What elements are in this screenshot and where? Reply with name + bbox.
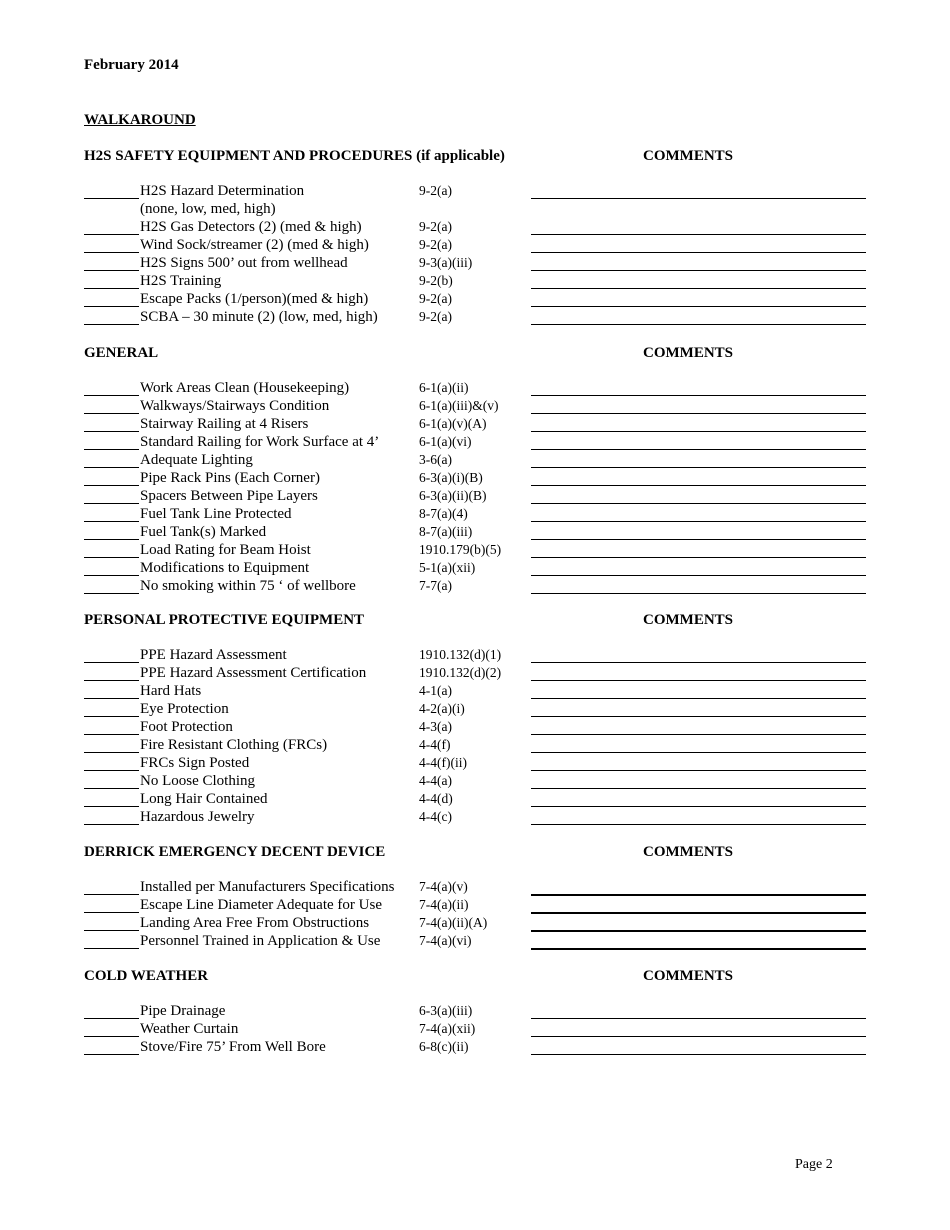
item-label: Work Areas Clean (Housekeeping) — [140, 380, 350, 396]
section-header — [84, 844, 866, 878]
comments-heading: COMMENTS — [643, 844, 733, 860]
check-blank-field[interactable] — [84, 413, 139, 414]
check-blank-field[interactable] — [84, 806, 139, 807]
checklist-row — [84, 896, 866, 914]
comment-line-field[interactable] — [531, 467, 866, 468]
regulation-reference: 1910.132(d)(2) — [419, 665, 502, 680]
checklist-row — [84, 379, 866, 397]
comment-line-field[interactable] — [531, 288, 866, 289]
comment-line-field[interactable] — [531, 680, 866, 681]
regulation-reference: 7-4(a)(v) — [419, 879, 468, 894]
regulation-reference: 4-3(a) — [419, 719, 452, 734]
check-blank-field[interactable] — [84, 395, 139, 396]
checklist-row — [84, 182, 866, 200]
checklist-row — [84, 682, 866, 700]
item-label: Escape Packs (1/person)(med & high) — [140, 291, 369, 307]
comment-line-field[interactable] — [531, 806, 866, 807]
regulation-reference: 7-4(a)(vi) — [419, 933, 472, 948]
section-title: H2S SAFETY EQUIPMENT AND PROCEDURES (if applicable) — [84, 148, 505, 164]
comment-line-field[interactable] — [531, 485, 866, 486]
check-blank-field[interactable] — [84, 824, 139, 825]
item-label: No Loose Clothing — [140, 773, 255, 789]
check-blank-field[interactable] — [84, 485, 139, 486]
document-title: WALKAROUND — [84, 112, 196, 128]
item-label: Fuel Tank(s) Marked — [140, 524, 267, 540]
item-label: No smoking within 75 ‘ of wellbore — [140, 578, 356, 594]
item-label: Eye Protection — [140, 701, 229, 717]
comment-line-field[interactable] — [531, 734, 866, 735]
section-title: DERRICK EMERGENCY DECENT DEVICE — [84, 844, 386, 860]
item-label: PPE Hazard Assessment Certification — [140, 665, 367, 681]
comment-line-field[interactable] — [531, 306, 866, 307]
regulation-reference: 7-4(a)(xii) — [419, 1021, 476, 1036]
section-2 — [84, 612, 866, 826]
section-4 — [84, 968, 866, 1056]
checklist-row — [84, 272, 866, 290]
checklist-row — [84, 433, 866, 451]
check-blank-field[interactable] — [84, 575, 139, 576]
checklist-row — [84, 932, 866, 950]
item-label: Fire Resistant Clothing (FRCs) — [140, 737, 328, 753]
comment-line-field[interactable] — [531, 252, 866, 253]
item-label: PPE Hazard Assessment — [140, 647, 287, 663]
comment-line-field[interactable] — [531, 1054, 866, 1055]
item-label: Fuel Tank Line Protected — [140, 506, 292, 522]
page-label: Page — [795, 1157, 823, 1172]
checklist-row — [84, 308, 866, 326]
page-number-value: 2 — [825, 1157, 833, 1172]
check-blank-field[interactable] — [84, 948, 139, 949]
item-label: Walkways/Stairways Condition — [140, 398, 330, 414]
check-blank-field[interactable] — [84, 198, 139, 199]
check-blank-field[interactable] — [84, 252, 139, 253]
regulation-reference: 5-1(a)(xii) — [419, 560, 476, 575]
item-label: Load Rating for Beam Hoist — [140, 542, 311, 558]
comment-line-field[interactable] — [531, 698, 866, 699]
checklist-row — [84, 808, 866, 826]
checklist-row — [84, 541, 866, 559]
check-blank-field[interactable] — [84, 467, 139, 468]
section-header — [84, 968, 866, 1002]
regulation-reference: 6-3(a)(iii) — [419, 1003, 473, 1018]
item-label: Pipe Rack Pins (Each Corner) — [140, 470, 320, 486]
checklist-row — [84, 700, 866, 718]
check-blank-field[interactable] — [84, 593, 139, 594]
comment-line-field[interactable] — [531, 593, 866, 594]
comment-line-field[interactable] — [531, 1036, 866, 1037]
regulation-reference: 8-7(a)(iii) — [419, 524, 473, 539]
check-blank-field[interactable] — [84, 539, 139, 540]
regulation-reference: 3-6(a) — [419, 452, 452, 467]
item-label: H2S Gas Detectors (2) (med & high) — [140, 219, 362, 235]
check-blank-field[interactable] — [84, 521, 139, 522]
regulation-reference: 7-7(a) — [419, 578, 452, 593]
comment-line-field[interactable] — [531, 662, 866, 663]
comment-line-field[interactable] — [531, 575, 866, 576]
section-header — [84, 345, 866, 379]
comment-line-field[interactable] — [531, 770, 866, 771]
document-date: February 2014 — [84, 57, 179, 73]
comment-line-field[interactable] — [531, 788, 866, 789]
regulation-reference: 7-4(a)(ii) — [419, 897, 469, 912]
comment-line-field[interactable] — [531, 1018, 866, 1019]
regulation-reference: 7-4(a)(ii)(A) — [419, 915, 488, 930]
check-blank-field[interactable] — [84, 680, 139, 681]
check-blank-field[interactable] — [84, 557, 139, 558]
checklist-row — [84, 754, 866, 772]
regulation-reference: 1910.179(b)(5) — [419, 542, 502, 557]
check-blank-field[interactable] — [84, 1018, 139, 1019]
comment-line-field[interactable] — [531, 752, 866, 753]
item-label: Escape Line Diameter Adequate for Use — [140, 897, 382, 913]
checklist-row — [84, 290, 866, 308]
comment-line-field[interactable] — [531, 431, 866, 432]
regulation-reference: 4-4(a) — [419, 773, 452, 788]
comment-line-field[interactable] — [531, 503, 866, 504]
comments-heading: COMMENTS — [643, 968, 733, 984]
checklist-row — [84, 1020, 866, 1038]
section-title: GENERAL — [84, 345, 159, 361]
checklist-row — [84, 415, 866, 433]
comment-line-field[interactable] — [531, 324, 866, 325]
check-blank-field[interactable] — [84, 288, 139, 289]
check-blank-field[interactable] — [84, 930, 139, 931]
item-label: Stairway Railing at 4 Risers — [140, 416, 309, 432]
checklist-row — [84, 772, 866, 790]
item-label: Standard Railing for Work Surface at 4’ — [140, 434, 380, 450]
checklist-row — [84, 646, 866, 664]
checklist-row — [84, 736, 866, 754]
item-label: H2S Signs 500’ out from wellhead — [140, 255, 348, 271]
check-blank-field[interactable] — [84, 234, 139, 235]
checklist-row — [84, 1038, 866, 1056]
item-label: Foot Protection — [140, 719, 233, 735]
comment-line-field[interactable] — [531, 395, 866, 396]
item-label: Stove/Fire 75’ From Well Bore — [140, 1039, 326, 1055]
regulation-reference: 4-4(c) — [419, 809, 452, 824]
regulation-reference: 9-2(a) — [419, 291, 452, 306]
regulation-reference: 1910.132(d)(1) — [419, 647, 502, 662]
checklist-row — [84, 664, 866, 682]
check-blank-field[interactable] — [84, 770, 139, 771]
check-blank-field[interactable] — [84, 734, 139, 735]
comment-line-field[interactable] — [531, 449, 866, 450]
check-blank-field[interactable] — [84, 1054, 139, 1055]
check-blank-field[interactable] — [84, 698, 139, 699]
page-number — [795, 1157, 833, 1173]
check-blank-field[interactable] — [84, 306, 139, 307]
checklist-subrow — [84, 200, 866, 218]
item-label: Weather Curtain — [140, 1021, 239, 1037]
regulation-reference: 8-7(a)(4) — [419, 506, 468, 521]
comment-line-field[interactable] — [531, 716, 866, 717]
item-label: Long Hair Contained — [140, 791, 268, 807]
checklist-row — [84, 451, 866, 469]
checklist-row — [84, 397, 866, 415]
regulation-reference: 4-4(d) — [419, 791, 453, 806]
check-blank-field[interactable] — [84, 788, 139, 789]
checklist-row — [84, 790, 866, 808]
regulation-reference: 6-1(a)(v)(A) — [419, 416, 487, 431]
section-title: PERSONAL PROTECTIVE EQUIPMENT — [84, 612, 365, 628]
check-blank-field[interactable] — [84, 662, 139, 663]
regulation-reference: 9-2(a) — [419, 219, 452, 234]
check-blank-field[interactable] — [84, 912, 139, 913]
regulation-reference: 6-1(a)(vi) — [419, 434, 472, 449]
checklist-row — [84, 1002, 866, 1020]
section-0 — [84, 148, 866, 326]
check-blank-field[interactable] — [84, 503, 139, 504]
regulation-reference: 6-8(c)(ii) — [419, 1039, 469, 1054]
item-label: Personnel Trained in Application & Use — [140, 933, 381, 949]
item-label: SCBA – 30 minute (2) (low, med, high) — [140, 309, 378, 325]
checklist-row — [84, 218, 866, 236]
comment-line-field[interactable] — [531, 521, 866, 522]
item-label: H2S Training — [140, 273, 222, 289]
regulation-reference: 9-2(a) — [419, 309, 452, 324]
checklist-row — [84, 878, 866, 896]
checklist-row — [84, 577, 866, 595]
comment-line-field[interactable] — [531, 824, 866, 825]
item-label: Pipe Drainage — [140, 1003, 226, 1019]
section-3 — [84, 844, 866, 950]
comment-line-field[interactable] — [531, 539, 866, 540]
check-blank-field[interactable] — [84, 894, 139, 895]
check-blank-field[interactable] — [84, 1036, 139, 1037]
regulation-reference: 4-4(f)(ii) — [419, 755, 467, 770]
check-blank-field[interactable] — [84, 270, 139, 271]
item-label: Landing Area Free From Obstructions — [140, 915, 370, 931]
regulation-reference: 9-2(b) — [419, 273, 453, 288]
item-sublabel: (none, low, med, high) — [140, 201, 276, 217]
item-label: Hard Hats — [140, 683, 202, 699]
comment-line-field[interactable] — [531, 948, 866, 950]
checklist-row — [84, 523, 866, 541]
section-header — [84, 148, 866, 182]
checklist-row — [84, 559, 866, 577]
comments-heading: COMMENTS — [643, 612, 733, 628]
item-label: Spacers Between Pipe Layers — [140, 488, 318, 504]
regulation-reference: 4-2(a)(i) — [419, 701, 465, 716]
comment-line-field[interactable] — [531, 557, 866, 558]
checklist-row — [84, 914, 866, 932]
check-blank-field[interactable] — [84, 449, 139, 450]
check-blank-field[interactable] — [84, 324, 139, 325]
regulation-reference: 6-3(a)(ii)(B) — [419, 488, 487, 503]
item-label: Installed per Manufacturers Specifications — [140, 879, 395, 895]
comments-heading: COMMENTS — [643, 345, 733, 361]
regulation-reference: 9-2(a) — [419, 237, 452, 252]
comment-line-field[interactable] — [531, 413, 866, 414]
checklist-row — [84, 254, 866, 272]
section-1 — [84, 345, 866, 595]
item-label: Hazardous Jewelry — [140, 809, 255, 825]
checklist-row — [84, 718, 866, 736]
regulation-reference: 4-1(a) — [419, 683, 452, 698]
item-label: Modifications to Equipment — [140, 560, 310, 576]
check-blank-field[interactable] — [84, 752, 139, 753]
regulation-reference: 9-3(a)(iii) — [419, 255, 473, 270]
regulation-reference: 6-1(a)(iii)&(v) — [419, 398, 499, 413]
regulation-reference: 6-1(a)(ii) — [419, 380, 469, 395]
comments-heading: COMMENTS — [643, 148, 733, 164]
regulation-reference: 6-3(a)(i)(B) — [419, 470, 483, 485]
item-label: Wind Sock/streamer (2) (med & high) — [140, 237, 369, 253]
checklist-row — [84, 236, 866, 254]
item-label: H2S Hazard Determination — [140, 183, 305, 199]
comment-line-field[interactable] — [531, 234, 866, 235]
regulation-reference: 9-2(a) — [419, 183, 452, 198]
item-label: FRCs Sign Posted — [140, 755, 250, 771]
comment-line-field[interactable] — [531, 270, 866, 271]
checklist-row — [84, 469, 866, 487]
section-title: COLD WEATHER — [84, 968, 209, 984]
checklist-row — [84, 487, 866, 505]
item-label: Adequate Lighting — [140, 452, 253, 468]
check-blank-field[interactable] — [84, 716, 139, 717]
checklist-row — [84, 505, 866, 523]
comment-line-field[interactable] — [531, 198, 866, 199]
regulation-reference: 4-4(f) — [419, 737, 451, 752]
check-blank-field[interactable] — [84, 431, 139, 432]
section-header — [84, 612, 866, 646]
